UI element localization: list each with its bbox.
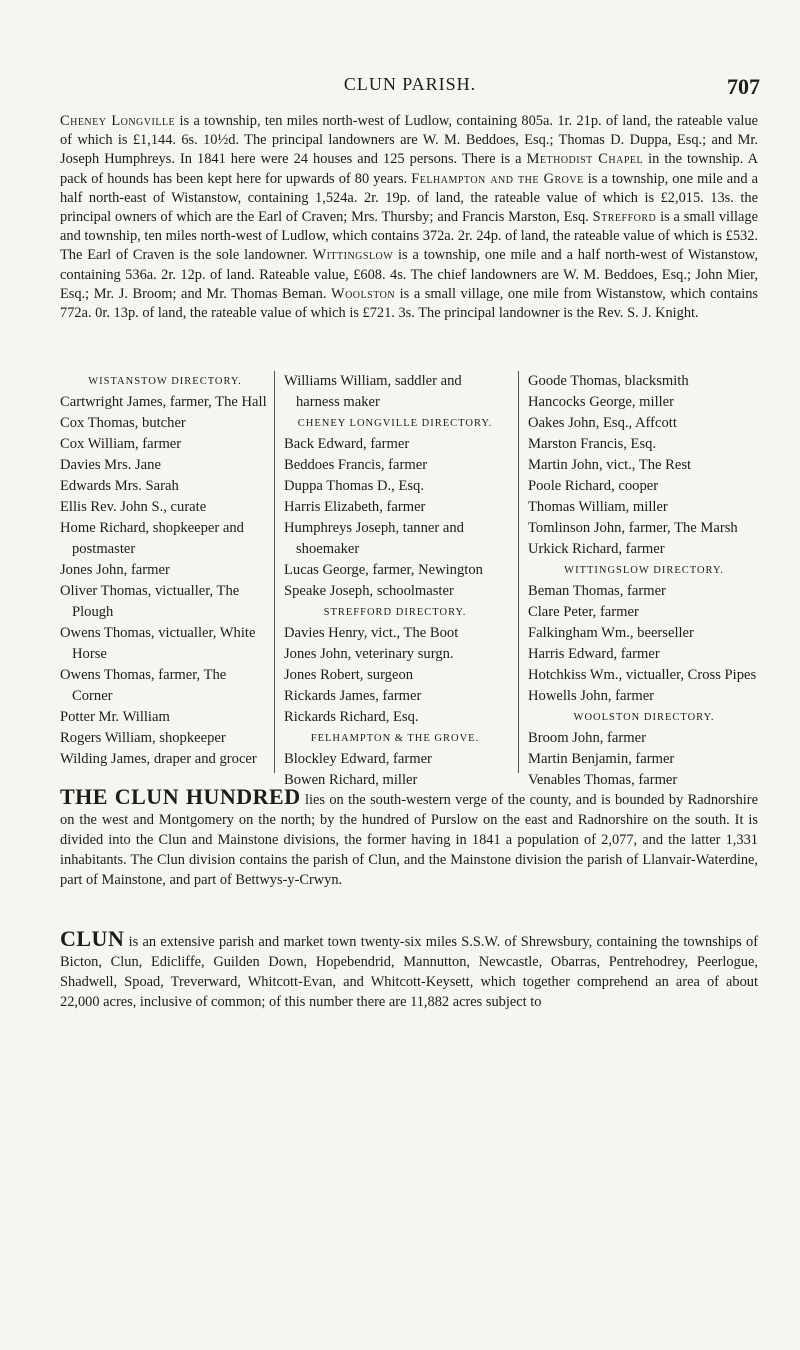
directory-entry: Home Richard, shopkeeper and postmaster [60, 520, 244, 557]
directory-entry: Wilding James, draper and grocer [60, 751, 257, 767]
directory-entry: Jones Robert, surgeon [284, 667, 414, 683]
wittingslow-text: is a township, one mile and a half north-west of Wistanstow, containing 536a. 2r. 12p. of land. Rateable value, £608. 4s. The chief landowners are W. M. Beddoes, Esq.; John Mier, Esq.; Mr. J. Broom; and Mr. Thomas Beman. [60, 247, 758, 302]
directory-entry: Rickards Richard, Esq. [284, 709, 419, 725]
woolston-name: Woolston [331, 285, 396, 302]
directory-entry: Williams William, saddler and harness maker [284, 373, 462, 410]
directory-entry: Speake Joseph, schoolmaster [284, 583, 454, 599]
directory-entry: Cox William, farmer [60, 436, 182, 452]
directory-entry: Broom John, farmer [528, 730, 646, 746]
felhampton-name: Felhampton and the Grove [411, 170, 584, 187]
wittingslow-directory-list [528, 581, 760, 707]
directory-entry: Harris Elizabeth, farmer [284, 499, 426, 515]
directory-entry: Hotchkiss Wm., victualler, Cross Pipes [528, 667, 757, 683]
township-descriptions [60, 112, 758, 323]
felhampton-directory-heading: FELHAMPTON & THE GROVE. [310, 733, 480, 744]
page-number: 707 [727, 74, 760, 99]
directory-entry: Rickards James, farmer [284, 688, 422, 704]
directory-entry: Harris Edward, farmer [528, 646, 660, 662]
felhampton-directory-list-cont [528, 371, 760, 560]
directory-entry: Ellis Rev. John S., curate [60, 499, 207, 515]
directory-entry: Marston Francis, Esq. [528, 436, 657, 452]
cheney-longville-directory-heading: CHENEY LONGVILLE DIRECTORY. [297, 418, 493, 429]
strefford-directory-list [284, 623, 506, 728]
directory-entry: Cox Thomas, butcher [60, 415, 186, 431]
cheney-longville-directory-list [284, 434, 506, 602]
directory-entry: Clare Peter, farmer [528, 604, 639, 620]
directory-entry: Lucas George, farmer, Newington [284, 562, 483, 578]
directory-entry: Cartwright James, farmer, The Hall [60, 394, 267, 410]
cheney-longville-name: Cheney Longville [60, 113, 176, 129]
directory-entry: Oakes John, Esq., Affcott [528, 415, 677, 431]
clun-hundred-text: lies on the south-western verge of the county, and is bounded by Radnorshire on the west and Montgomery on the north; by the hundred of Purslow on the east and Radnorshire on the south. It is divided into the Clun and Mainstone divisions, the former having in 1841 a population of 2,077, and the latter 1,331 inhabitants. The Clun division contains the parish of Clun, and the Mainstone division the parish of Llanvair-Waterdine, part of Mainstone, and part of Bettwys-y-Crwyn. [60, 792, 758, 888]
directory-entry: Blockley Edward, farmer [284, 751, 432, 767]
directory-entry: Goode Thomas, blacksmith [528, 373, 689, 389]
directory-entry: Thomas William, miller [528, 499, 668, 515]
directory-entry: Poole Richard, cooper [528, 478, 659, 494]
directory-entry: Owens Thomas, victualler, White Horse [60, 625, 256, 662]
felhampton-directory-list [284, 749, 506, 791]
directory-entry: Venables Thomas, farmer [528, 772, 678, 788]
clun-hundred-paragraph [60, 784, 758, 890]
woolston-text: is a small village, one mile from Wistanstow, which contains 772a. 0r. 13p. of land, the rateable value of which is £721. 3s. The principal landowner is the Rev. S. J. Knight. [60, 285, 759, 322]
directory-entry: Urkick Richard, farmer [528, 541, 665, 557]
wittingslow-name: Wittingslow [312, 247, 394, 264]
page-header [60, 74, 760, 104]
directory-entry: Martin Benjamin, farmer [528, 751, 675, 767]
methodist-chapel-name: Methodist Chapel [526, 151, 644, 168]
directory-entry: Humphreys Joseph, tanner and shoemaker [284, 520, 464, 557]
wistanstow-directory-list-cont [284, 371, 506, 413]
directory-entry: Potter Mr. William [60, 709, 170, 725]
running-title: CLUN PARISH. [343, 74, 477, 94]
column-rule [518, 371, 519, 773]
wittingslow-directory-heading: WITTINGSLOW DIRECTORY. [564, 565, 724, 576]
woolston-directory-heading: WOOLSTON DIRECTORY. [573, 712, 715, 723]
directory-entry: Howells John, farmer [528, 688, 655, 704]
felhampton-text: is a township, one mile and a half north-east of Wistanstow, containing 1,524a. 2r. 19p. of land, the rateable value of which is £2,015. 13s. the principal owners of which are the Earl of Craven; Mrs. Thursby; and Francis Marston, Esq. [60, 170, 759, 226]
directory-entry: Oliver Thomas, victualler, The Plough [60, 583, 240, 620]
directory-entry: Martin John, vict., The Rest [528, 457, 692, 473]
directory-column-3 [528, 371, 760, 788]
clun-title: CLUN [60, 926, 125, 951]
directory-entry: Tomlinson John, farmer, The Marsh [528, 520, 738, 536]
woolston-directory-list [528, 728, 760, 791]
directory-entry: Back Edward, farmer [284, 436, 410, 452]
strefford-directory-heading: STREFFORD DIRECTORY. [323, 607, 467, 618]
directory-entry: Beddoes Francis, farmer [284, 457, 428, 473]
directory-entry: Duppa Thomas D., Esq. [284, 478, 424, 494]
directory-entry: Rogers William, shopkeeper [60, 730, 226, 746]
directory-entry: Jones John, veterinary surgn. [284, 646, 454, 662]
directory-entry: Davies Mrs. Jane [60, 457, 161, 473]
directory-entry: Bowen Richard, miller [284, 772, 418, 788]
wistanstow-directory-list [60, 392, 270, 770]
wistanstow-directory-heading: WISTANSTOW DIRECTORY. [88, 376, 242, 387]
directory-column-2 [284, 371, 506, 788]
directory-entry: Davies Henry, vict., The Boot [284, 625, 459, 641]
column-rule [274, 371, 275, 773]
directory-entry: Jones John, farmer [60, 562, 170, 578]
directory-columns [60, 371, 760, 788]
cheney-longville-text: is a township, ten miles north-west of Ludlow, containing 805a. 1r. 21p. of land, the rateable value of which is £1,144. 6s. 10½d. The principal landowners are W. M. Beddoes, Esq.; Thomas D. Duppa, Esq.; and Mr. Joseph Humphreys. In 1841 here were 24 houses and 125 persons. There is a [60, 113, 758, 168]
directory-entry: Falkingham Wm., beerseller [528, 625, 694, 641]
directory-entry: Beman Thomas, farmer [528, 583, 666, 599]
clun-hundred-title: THE CLUN HUNDRED [60, 784, 301, 809]
directory-entry: Owens Thomas, farmer, The Corner [60, 667, 227, 704]
directory-column-1 [60, 371, 270, 773]
strefford-text: is a small village and township, ten miles north-west of Ludlow, which contains 372a. 2r. 24p. of land, the rateable value of which is £532. The Earl of Craven is the sole landowner. [60, 209, 758, 264]
clun-text: is an extensive parish and market town twenty-six miles S.S.W. of Shrewsbury, containing the townships of Bicton, Clun, Edicliffe, Guilden Down, Hopebendrid, Mannutton, Newcastle, Obarras, Pentrehodrey, Peerlogue, Shadwell, Spoad, Treverward, Whitcott-Evan, and Whitcott-Keysett, which together comprehend an area of about 22,000 acres, inclusive of common; of this number there are 11,882 acres subject to [60, 934, 758, 1010]
directory-entry: Hancocks George, miller [528, 394, 675, 410]
clun-parish-paragraph [60, 926, 758, 1012]
cheney-longville-text-2: in the township. A pack of hounds has been kept here for upwards of 80 years. [60, 151, 758, 187]
directory-entry: Edwards Mrs. Sarah [60, 478, 179, 494]
strefford-name: Strefford [592, 209, 657, 226]
